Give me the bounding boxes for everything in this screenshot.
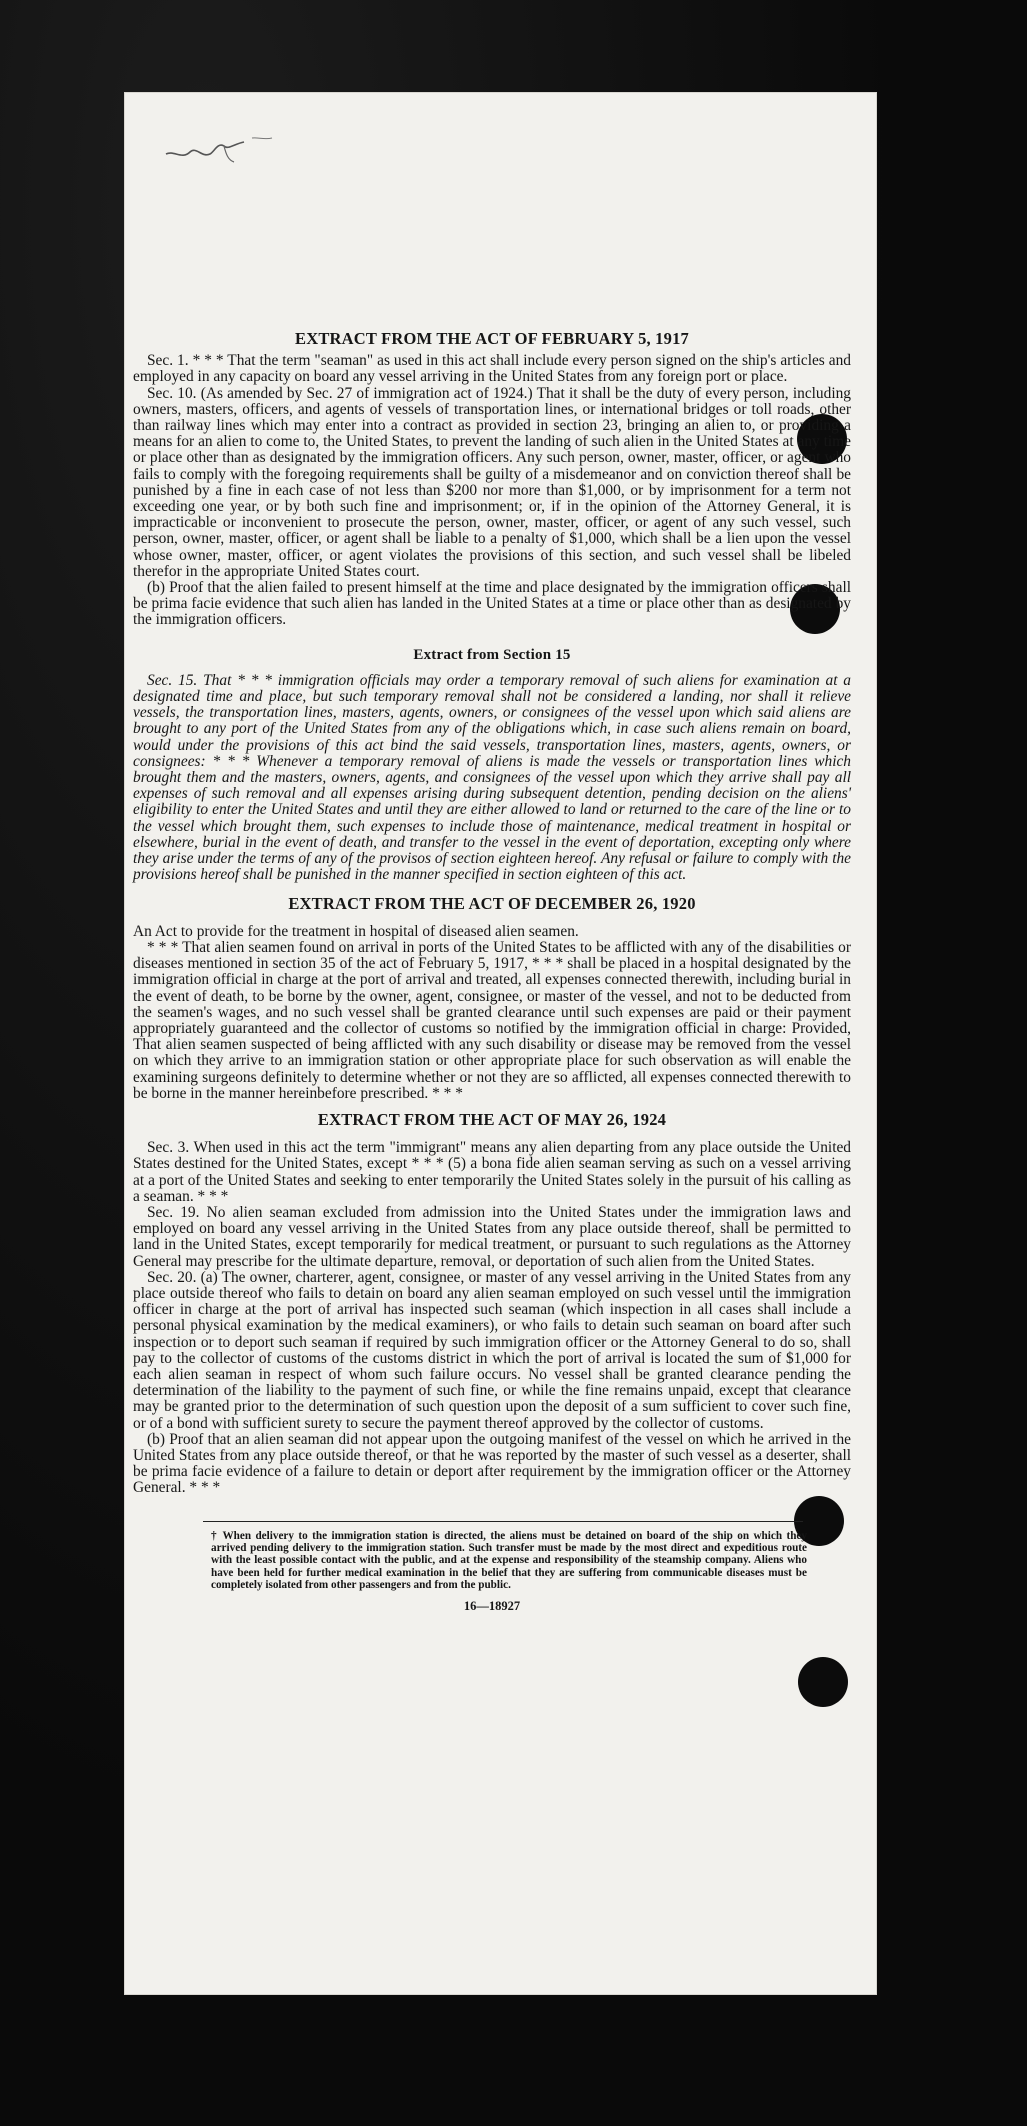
paragraph-sec-15: Sec. 15. That * * * immigration officials may order a temporary removal of such aliens for examination at a designated time and place, but such temporary removal shall not be considered a landing, nor shall it relieve vessels, the transportation lines, masters, agents, owners, or consignees of the vessel upon which said aliens are brought to any port of the United States from any of the obligations which, in case such aliens remain on board, would under the provisions of this act bind the said vessels, transportation lines, masters, agents, owners, or consignees: * * * Whenever a temporary removal of aliens is made the vessels or transportation lines which brought them and the masters, owners, agents, and consignees of the vessel upon which they arrive shall pay all expenses of such removal and all expenses arising during subsequent detention, pending decision on the aliens' eligibility to enter the United States and until they are either allowed to land or returned to the care of the line or to the vessel which brought them, such expenses to include those of maintenance, medical treatment in hospital or elsewhere, burial in the event of death, and transfer to the vessel in the event of deportation, excepting only where they arise under the terms of any of the provisos of section eighteen hereof. Any refusal or failure to comply with the provisions hereof shall be punished in the manner specified in section eighteen of this act. xyxy=(133,671,851,884)
paragraph-sec-20-b: (b) Proof that an alien seaman did not appear upon the outgoing manifest of the vessel on which he arrived in the United States from any place outside thereof, or that he was reported by the master of such vessel as a deserter, shall be prima facie evidence of a failure to detain or deport after requirement by the immigration officer or the Attorney General. * * * xyxy=(133,1430,851,1497)
paragraph-sec-10: Sec. 10. (As amended by Sec. 27 of immigration act of 1924.) That it shall be the duty of every person, including owners, masters, officers, and agents of vessels of transportation lines, or international bridges or toll roads, other than railway lines which may enter into a contract as provided in section 23, bringing an alien to, or providing a means for an alien to come to, the United States, to prevent the landing of such alien in the United States at any time or place other than as designated by the immigration officers. Any such person, owner, master, officer, or agent who fails to comply with the foregoing requirements shall be guilty of a misdemeanor and on conviction thereof shall be punished by a fine in each case of not less than $200 nor more than $1,000, or by imprisonment for a term not exceeding one year, or by both such fine and imprisonment; or, if in the opinion of the Attorney General, it is impracticable or inconvenient to prosecute the person, owner, master, officer, or agent of any such vessel, such person, owner, master, officer, or agent shall be liable to a penalty of $1,000, which shall be a lien upon the vessel whose owner, master, officer, or agent violates the provisions of this section, and such vessel shall be libeled therefor in the appropriate United States court. xyxy=(133,384,851,580)
footnote-divider xyxy=(203,1521,803,1522)
paragraph-sec-3: Sec. 3. When used in this act the term "immigrant" means any alien departing from any place outside the United States destined for the United States, except * * * (5) a bona fide alien seaman serving as such on a vessel arriving at a port of the United States and seeking to enter temporarily the United States solely in the pursuit of his calling as a seaman. * * * xyxy=(133,1139,851,1205)
paragraph-act-title-1920: An Act to provide for the treatment in hospital of diseased alien seamen. xyxy=(133,922,579,940)
footnote: † When delivery to the immigration station is directed, the aliens must be detained on board of the ship on which they arrived pending delivery to the immigration station. Such transfer must be made by the most direct and expeditious route with the least possible contact with the public, and at the expense and responsibility of the steamship company. Aliens who have been held for further medical examination in the belief that they are suffering from communicable diseases must be completely isolated from other passengers and from the public. xyxy=(211,1529,807,1592)
heading-act-may-1924: EXTRACT FROM THE ACT OF MAY 26, 1924 xyxy=(317,1109,667,1129)
paragraph-act-1920-body: * * * That alien seamen found on arrival in ports of the United States to be afflicted with any of the disabilities or diseases mentioned in section 35 of the act of February 5, 1917, * * * shall be placed in a hospital designated by the immigration official in charge at the port of arrival and treated, all expenses connected therewith, including burial in the event of death, to be borne by the owner, agent, consignee, or master of the vessel, and not to be deducted from the seamen's wages, and no such vessel shall be granted clearance until such expenses are paid or their payment appropriately guaranteed and the collector of customs so notified by the immigration official in charge: Provided, That alien seamen suspected of being afflicted with any such disability or disease may be removed from the vessel on which they arrive to an immigration station or other appropriate place for such observation as will enable the examining surgeons definitely to determine whether or not they are so afflicted, all expenses connected therewith to be borne in the manner hereinbefore prescribed. * * * xyxy=(133,938,851,1102)
form-number: 16—18927 xyxy=(463,1598,521,1613)
heading-section-15: Extract from Section 15 xyxy=(413,646,571,663)
heading-act-dec-1920: EXTRACT FROM THE ACT OF DECEMBER 26, 1920 xyxy=(288,893,696,913)
heading-act-feb-1917: EXTRACT FROM THE ACT OF FEBRUARY 5, 1917 xyxy=(295,329,689,348)
punch-hole xyxy=(798,1657,848,1707)
paragraph-sec-20-a: Sec. 20. (a) The owner, charterer, agent, consignee, or master of any vessel arriving in the United States from any place outside thereof who fails to detain on board any alien seaman employed on such vessel until the immigration officer in charge at the port of arrival has inspected such seaman (which inspection in all cases shall include a personal physical examination by the medical examiners), or who fails to detain such seaman on board after such inspection or to deport such seaman if required by such immigration officer or the Attorney General to do so, shall pay to the collector of customs of the customs district in which the port of arrival is located the sum of $1,000 for each alien seaman in respect of whom such failure occurs. No vessel shall be granted clearance pending the determination of the liability to the payment of such fine, or while the fine remains unpaid, except that clearance may be granted prior to the determination of such question upon the deposit of a sum sufficient to cover such fine, or of a bond with sufficient surety to secure the payment thereof approved by the collector of customs. xyxy=(133,1268,851,1432)
paragraph-sec-19: Sec. 19. No alien seaman excluded from admission into the United States under the immigration laws and employed on board any vessel arriving in the United States from any place outside thereof, shall be permitted to land in the United States, except temporarily for medical treatment, or pursuant to such regulations as the Attorney General may prescribe for the ultimate departure, removal, or deportation of such alien from the United States. xyxy=(133,1203,851,1270)
paragraph-sec-10-b: (b) Proof that the alien failed to present himself at the time and place designated by the immigration officers shall be prima facie evidence that such alien has landed in the United States at a time or place other than as designated by the immigration officers. xyxy=(133,579,851,629)
document-body xyxy=(133,236,851,1614)
document-page xyxy=(124,92,877,1995)
pencil-scribble-mark xyxy=(164,132,284,168)
paragraph-sec-1: Sec. 1. * * * That the term "seaman" as used in this act shall include every person signed on the ship's articles and employed in any capacity on board any vessel arriving in the United States from any foreign port or place. xyxy=(133,352,851,386)
